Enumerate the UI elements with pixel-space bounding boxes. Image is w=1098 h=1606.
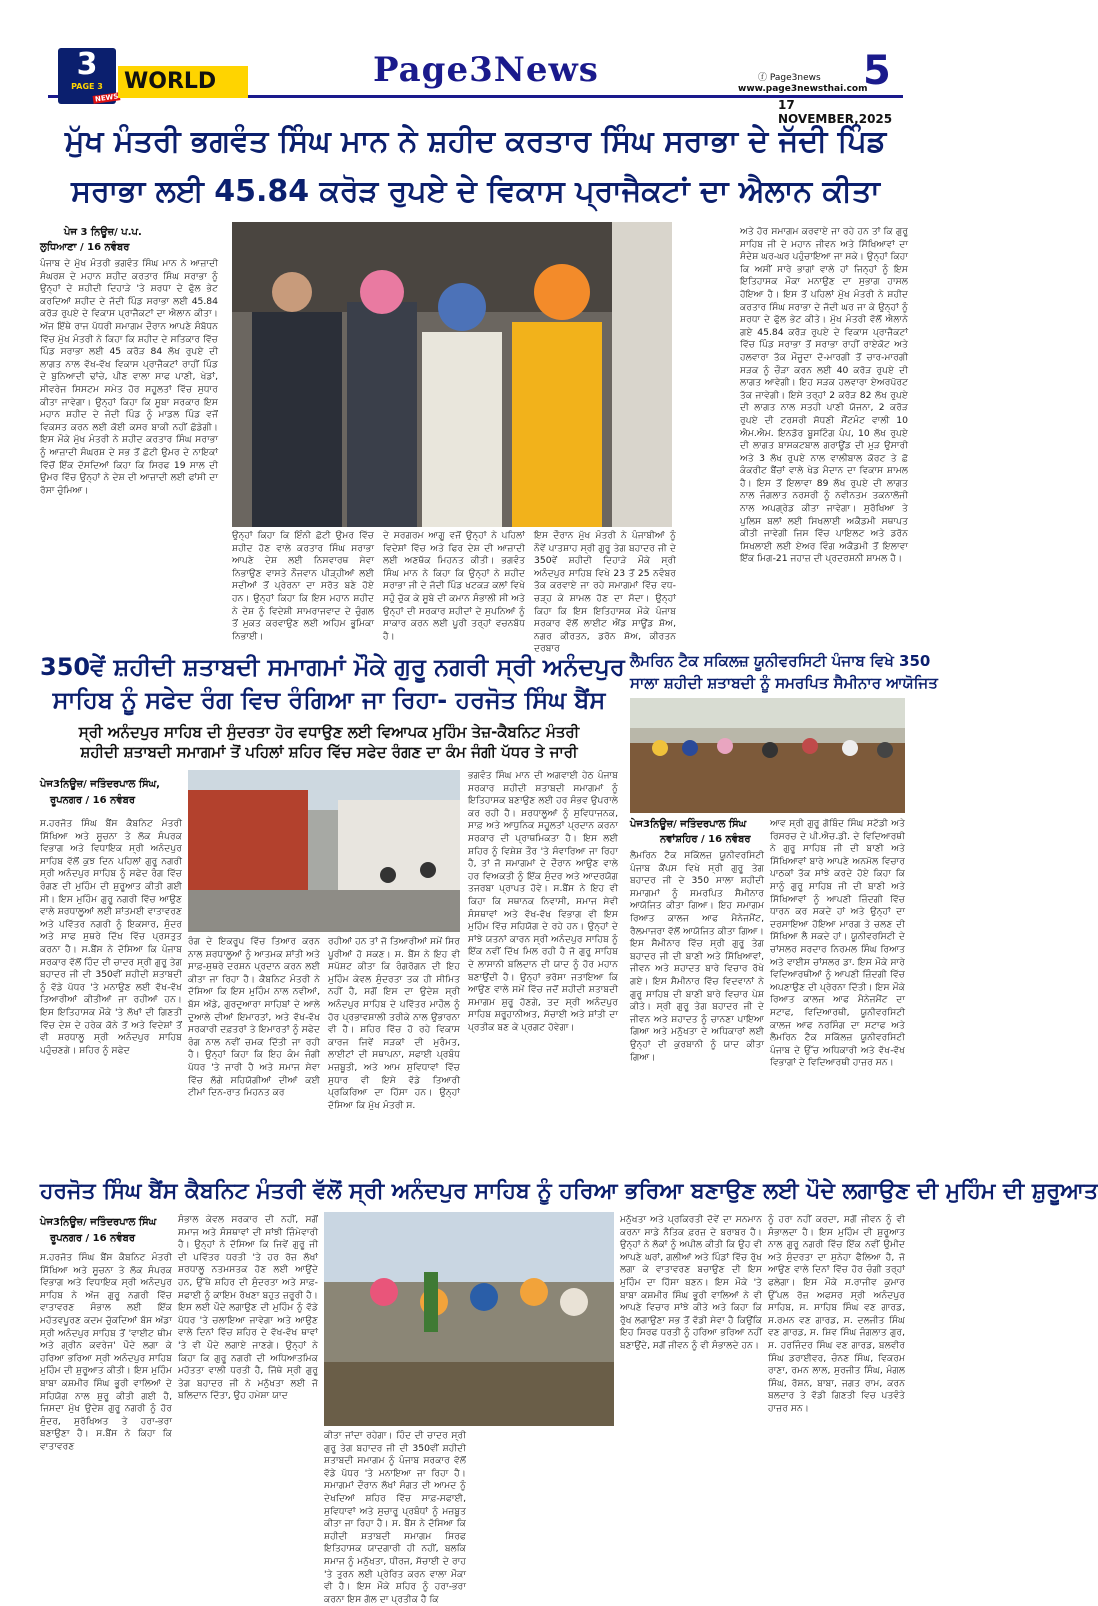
story2-subhead-line2: ਸ਼ਹੀਦੀ ਸ਼ਤਾਬਦੀ ਸਮਾਗਮਾਂ ਤੋਂ ਪਹਿਲਾਂ ਸ਼ਹਿਰ ਵਿੱਚ ਸਫੇਦ ਰੰਗਣ ਦਾ ਕੰਮ ਜੰਗੀ ਪੱਧਰ ਤੇ ਜਾਰੀ bbox=[80, 743, 578, 761]
story4-headline: ਹਰਜੋਤ ਸਿੰਘ ਬੈਂਸ ਕੈਬਨਿਟ ਮੰਤਰੀ ਵੱਲੋਂ ਸ੍ਰੀ ਅਨੰਦਪੁਰ ਸਾਹਿਬ ਨੂੰ ਹਰਿਆ ਭਰਿਆ ਬਣਾਉਣ ਲਈ ਪੌਦੇ ਲਗਾਉਣ ਦੀ ਮੁਹਿੰਮ ਦੀ ਸ਼ੁਰੂਆਤ bbox=[40, 1179, 1098, 1204]
story4-byline: ਪੇਜ3ਨਿਊਜ਼/ ਜਤਿੰਦਰਪਾਲ ਸਿੰਘ bbox=[40, 1217, 157, 1228]
story1-headline-line2: ਸਰਾਭਾ ਲਈ 45.84 ਕਰੋੜ ਰੁਪਏ ਦੇ ਵਿਕਾਸ ਪ੍ਰਾਜੈਕਟਾਂ ਦਾ ਐਲਾਨ ਕੀਤਾ bbox=[71, 174, 880, 209]
story3-headline-line2: ਸਾਲਾ ਸ਼ਹੀਦੀ ਸ਼ਤਾਬਦੀ ਨੂੰ ਸਮਰਪਿਤ ਸੈਮੀਨਾਰ ਆਯੋਜਿਤ bbox=[630, 674, 938, 692]
story2-col2: ਰੰਗ ਦੇ ਇਕਰੂਪ ਵਿੱਚ ਤਿਆਰ ਕਰਨ ਨਾਲ ਸ਼ਰਧਾਲੂਆਂ ਨੂੰ ਆਤਮਕ ਸ਼ਾਂਤੀ ਅਤੇ ਸਾਫ਼-ਸੁਥਰੇ ਦਰਸ਼ਨ ਪ੍ਰਦਾਨ ਕਰਨ ਲਈ ਕੀਤਾ ਜਾ ਰਿਹਾ ਹੈ। ਕੈਬਨਿਟ ਮੰਤਰੀ ਨੇ ਦੱਸਿਆ ਕਿ ਇਸ ਮੁਹਿੰਮ ਨਾਲ ਨਵੀਆਂ, ਬੱਸ ਅੱਡੇ, ਗੁਰਦੁਆਰਾ ਸਾਹਿਬਾਂ ਦੇ ਆਲੇ ਦੁਆਲੇ ਦੀਆਂ ਇਮਾਰਤਾਂ, ਅਤੇ ਵੱਖ-ਵੱਖ ਸਰਕਾਰੀ ਦਫ਼ਤਰਾਂ ਤੇ ਇਮਾਰਤਾਂ ਨੂੰ ਸਫੇਦ ਰੰਗ ਨਾਲ ਨਵੀਂ ਚਮਕ ਦਿੱਤੀ ਜਾ ਰਹੀ ਹੈ। ਉਨ੍ਹਾਂ ਕਿਹਾ ਕਿ ਇਹ ਕੰਮ ਜੰਗੀ ਪੱਧਰ 'ਤੇ ਜਾਰੀ ਹੈ ਅਤੇ ਸਮਾਜ ਸੇਵਾ ਵਿੱਚ ਲੱਗੇ ਸਹਿਯੋਗੀਆਂ ਦੀਆਂ ਕਈ ਟੀਮਾਂ ਦਿਨ-ਰਾਤ ਮਿਹਨਤ ਕਰ bbox=[188, 936, 320, 1099]
story4-col4-continued bbox=[472, 1430, 614, 1522]
story1-col1: ਪੰਜਾਬ ਦੇ ਮੁੱਖ ਮੰਤਰੀ ਭਗਵੰਤ ਸਿੰਘ ਮਾਨ ਨੇ ਆਜ਼ਾਦੀ ਸੰਘਰਸ਼ ਦੇ ਮਹਾਨ ਸ਼ਹੀਦ ਕਰਤਾਰ ਸਿੰਘ ਸਰਾਭਾ ਨੂੰ ਉਨ੍ਹਾਂ ਦੇ ਸ਼ਹੀਦੀ ਦਿਹਾੜੇ 'ਤੇ ਸ਼ਰਧਾ ਦੇ ਫੁੱਲ ਭੇਟ ਕਰਦਿਆਂ ਸ਼ਹੀਦ ਦੇ ਜੱਦੀ ਪਿੰਡ ਸਰਾਭਾ ਲਈ 45.84 ਕਰੋੜ ਰੁਪਏ ਦੇ ਵਿਕਾਸ ਪ੍ਰਾਜੈਕਟਾਂ ਦਾ ਐਲਾਨ ਕੀਤਾ। ਅੱਜ ਇੱਥੇ ਰਾਜ ਪੱਧਰੀ ਸਮਾਗਮ ਦੌਰਾਨ ਆਪਣੇ ਸੰਬੋਧਨ ਵਿੱਚ ਮੁੱਖ ਮੰਤਰੀ ਨੇ ਕਿਹਾ ਕਿ ਸ਼ਹੀਦ ਦੇ ਸਤਿਕਾਰ ਵਿੱਚ ਪਿੰਡ ਸਰਾਭਾ ਲਈ 45 ਕਰੋੜ 84 ਲੱਖ ਰੁਪਏ ਦੀ ਲਾਗਤ ਨਾਲ ਵੱਖ-ਵੱਖ ਵਿਕਾਸ ਪ੍ਰਾਜੈਕਟਾਂ ਰਾਹੀਂ ਪਿੰਡ ਦੇ ਬੁਨਿਆਦੀ ਢਾਂਚੇ, ਪੀਣ ਵਾਲਾ ਸਾਫ ਪਾਣੀ, ਖੇਡਾਂ, ਸੀਵਰੇਜ ਸਿਸਟਮ ਸਮੇਤ ਹੋਰ ਸਹੂਲਤਾਂ ਵਿੱਚ ਸੁਧਾਰ ਕੀਤਾ ਜਾਵੇਗਾ। ਉਨ੍ਹਾਂ ਕਿਹਾ ਕਿ ਸੂਬਾ ਸਰਕਾਰ ਇਸ ਮਹਾਨ ਸ਼ਹੀਦ ਦੇ ਜੱਦੀ ਪਿੰਡ ਨੂੰ ਮਾਡਲ ਪਿੰਡ ਵਜੋਂ ਵਿਕਸਤ ਕਰਨ ਲਈ ਕੋਈ ਕਸਰ ਬਾਕੀ ਨਹੀਂ ਛੱਡੇਗੀ। ਇਸ ਮੌਕੇ ਮੁੱਖ ਮੰਤਰੀ ਨੇ ਸ਼ਹੀਦ ਕਰਤਾਰ ਸਿੰਘ ਸਰਾਭਾ ਨੂੰ ਆਜ਼ਾਦੀ ਸੰਘਰਸ਼ ਦੇ ਸਭ ਤੋਂ ਛੋਟੀ ਉਮਰ ਦੇ ਨਾਇਕਾਂ ਵਿੱਚੋਂ ਇੱਕ ਦੱਸਦਿਆਂ ਕਿਹਾ ਕਿ ਸਿਰਫ 19 ਸਾਲ ਦੀ ਉਮਰ ਵਿੱਚ ਉਨ੍ਹਾਂ ਨੇ ਦੇਸ਼ ਦੀ ਆਜ਼ਾਦੀ ਲਈ ਫਾਂਸੀ ਦਾ ਰੱਸਾ ਚੁੰਮਿਆ। bbox=[40, 258, 218, 496]
story4-col5: ਨੂੰ ਹਰਾ ਨਹੀਂ ਕਰਦਾ, ਸਗੋਂ ਜੀਵਨ ਨੂੰ ਵੀ ਸੰਭਾਲਦਾ ਹੈ। ਇਸ ਮੁਹਿੰਮ ਦੀ ਸ਼ੁਰੂਆਤ ਨਾਲ ਗੁਰੂ ਨਗਰੀ ਵਿੱਚ ਇੱਕ ਨਵੀਂ ਉਮੀਦ ਅਤੇ ਸੁੰਦਰਤਾ ਦਾ ਸੁਨੇਹਾ ਫੈਲਿਆ ਹੈ, ਜੋ ਆਉਣ ਵਾਲੇ ਦਿਨਾਂ ਵਿੱਚ ਹੋਰ ਚੰਗੀ ਤਰ੍ਹਾਂ ਫਲੇਗਾ। ਇਸ ਮੌਕੇ ਸ.ਰਾਜੀਵ ਕੁਮਾਰ ਉੱਪਲ ਰੋਜ਼ ਅਫਸਰ ਸ੍ਰੀ ਅਨੰਦਪੁਰ ਸਾਹਿਬ, ਸ. ਸਾਹਿਬ ਸਿੰਘ ਵਣ ਗਾਰਡ, ਸ.ਰਮਨ ਵਣ ਗਾਰਡ, ਸ. ਦਲਜੀਤ ਸਿੰਘ ਵਣ ਗਾਰਡ, ਸ. ਸ਼ਿਵ ਸਿੰਘ ਜੰਗਲਾਤ ਗੁਰ, ਸ. ਹਰਜਿੰਦਰ ਸਿੰਘ ਵਣ ਗਾਰਡ, ਬਲਵੀਰ ਸਿੰਘ ਡਰਾਈਵਰ, ਚੰਨਣ ਸਿੰਘ, ਵਿਕਰਮ ਰਾਣਾ, ਰਮਨ ਲਾਲ, ਸੁਰਜੀਤ ਸਿੰਘ, ਮੰਗਲ ਸਿੰਘ, ਰੋਸ਼ਨ, ਬਾਬਾ, ਜਗਤ ਰਾਮ, ਕਰਨ ਬਲਦਾਰ ਤੇ ਵੱਡੀ ਗਿਣਤੀ ਵਿਚ ਪਤਵੰਤੇ ਹਾਜ਼ਰ ਸਨ। bbox=[768, 1214, 905, 1414]
story1-byline: ਪੇਜ 3 ਨਿਊਜ਼/ ਪ.ਪ. bbox=[64, 227, 142, 238]
story3-col2: ਆਵ ਸ੍ਰੀ ਗੁਰੂ ਗੋਬਿੰਦ ਸਿੰਘ ਸਟੱਡੀ ਅਤੇ ਰਿਸਰਚ ਦੇ ਪੀ.ਐਚ.ਡੀ. ਦੇ ਵਿਦਿਆਰਥੀ ਨੇ ਗੁਰੂ ਸਾਹਿਬ ਜੀ ਦੀ ਬਾਣੀ ਅਤੇ ਸਿੱਖਿਆਵਾਂ ਬਾਰੇ ਆਪਣੇ ਅਨਮੋਲ ਵਿਚਾਰ ਪਾਠਕਾਂ ਤੱਕ ਸਾਂਝੇ ਕਰਦੇ ਹੋਏ ਕਿਹਾ ਕਿ ਸਾਨੂੰ ਗੁਰੂ ਸਾਹਿਬ ਜੀ ਦੀ ਬਾਣੀ ਅਤੇ ਸਿੱਖਿਆਵਾਂ ਨੂੰ ਆਪਣੀ ਜ਼ਿੰਦਗੀ ਵਿੱਚ ਧਾਰਨ ਕਰ ਸਕਦੇ ਹਾਂ ਅਤੇ ਉਨ੍ਹਾਂ ਦਾ ਦਰਸਾਇਆ ਹੋਇਆ ਮਾਰਗ ਤੇ ਚਲਣ ਦੀ ਸਿੱਖਿਆ ਲੈ ਸਕਦੇ ਹਾਂ। ਯੂਨੀਵਰਸਿਟੀ ਦੇ ਚਾਂਸਲਰ ਸਰਦਾਰ ਨਿਰਮਲ ਸਿੰਘ ਰਿਆਤ ਅਤੇ ਵਾਈਸ ਚਾਂਸਲਰ ਡਾ. ਇਸ ਮੌਕੇ ਸਾਰੇ ਵਿਦਿਆਰਥੀਆਂ ਨੂੰ ਆਪਣੀ ਜ਼ਿੰਦਗੀ ਵਿੱਚ ਅਪਣਾਉਣ ਦੀ ਪ੍ਰੇਰਨਾ ਦਿੱਤੀ। ਇਸ ਮੌਕੇ ਰਿਆਤ ਕਾਲਜ ਆਫ ਮੈਨੇਜਮੈਂਟ ਦਾ ਸਟਾਫ, ਵਿਦਿਆਰਥੀ, ਯੂਨੀਵਰਸਿਟੀ ਕਾਲਜ ਆਫ ਨਰਸਿੰਗ ਦਾ ਸਟਾਫ ਅਤੇ ਲੈਮਰਿਨ ਟੈਕ ਸਕਿੱਲਜ਼ ਯੂਨੀਵਰਸਿਟੀ ਪੰਜਾਬ ਦੇ ਉੱਚ ਅਧਿਕਾਰੀ ਅਤੇ ਵੱਖ-ਵੱਖ ਵਿਭਾਗਾਂ ਦੇ ਵਿਦਿਆਰਥੀ ਹਾਜ਼ਰ ਸਨ। bbox=[770, 818, 905, 1069]
social-handle bbox=[758, 70, 821, 83]
section-tag: WORLD bbox=[118, 66, 248, 98]
story2-subhead-line1: ਸ੍ਰੀ ਅਨੰਦਪੁਰ ਸਾਹਿਬ ਦੀ ਸੁੰਦਰਤਾ ਹੋਰ ਵਧਾਉਣ ਲਈ ਵਿਆਪਕ ਮੁਹਿੰਮ ਤੇਜ਼-ਕੈਬਨਿਟ ਮੰਤਰੀ bbox=[78, 723, 580, 741]
logo-sub: PAGE 3 bbox=[71, 82, 103, 91]
story2-headline-line1: 350ਵੇਂ ਸ਼ਹੀਦੀ ਸ਼ਤਾਬਦੀ ਸਮਾਗਮਾਂ ਮੌਕੇ ਗੁਰੂ ਨਗਰੀ ਸ੍ਰੀ ਅਨੰਦਪੁਰ bbox=[40, 653, 625, 681]
page-number: 5 bbox=[863, 48, 891, 94]
story2-dateline: ਰੂਪਨਗਰ / 16 ਨਵੰਬਰ bbox=[50, 795, 136, 806]
story2-byline: ਪੇਜ3ਨਿਊਜ਼/ ਜਤਿੰਦਰਪਾਲ ਸਿੰਘ, bbox=[40, 779, 160, 790]
story4-col2: ਸੰਭਾਲ ਕੇਵਲ ਸਰਕਾਰ ਦੀ ਨਹੀਂ, ਸਗੋਂ ਸਮਾਜ ਅਤੇ ਸੰਸਥਾਵਾਂ ਦੀ ਸਾਂਝੀ ਜ਼ਿੰਮੇਵਾਰੀ ਹੈ। ਉਨ੍ਹਾਂ ਨੇ ਦੱਸਿਆ ਕਿ ਜਿਵੇਂ ਗੁਰੂ ਜੀ ਦੀ ਪਵਿੱਤਰ ਧਰਤੀ 'ਤੇ ਹਰ ਰੋਜ਼ ਲੱਖਾਂ ਸ਼ਰਧਾਲੂ ਨਤਮਸਤਕ ਹੋਣ ਲਈ ਆਉਂਦੇ ਹਨ, ਉੱਥੇ ਸ਼ਹਿਰ ਦੀ ਸੁੰਦਰਤਾ ਅਤੇ ਸਾਫ਼-ਸਫਾਈ ਨੂੰ ਕਾਇਮ ਰੱਖਣਾ ਬਹੁਤ ਜ਼ਰੂਰੀ ਹੈ। ਇਸ ਲਈ ਪੌਦੇ ਲਗਾਉਣ ਦੀ ਮੁਹਿੰਮ ਨੂੰ ਵੱਡੇ ਪੱਧਰ 'ਤੇ ਚਲਾਇਆ ਜਾਵੇਗਾ ਅਤੇ ਆਉਣ ਵਾਲੇ ਦਿਨਾਂ ਵਿੱਚ ਸ਼ਹਿਰ ਦੇ ਵੱਖ-ਵੱਖ ਥਾਵਾਂ 'ਤੇ ਵੀ ਪੌਦੇ ਲਗਾਏ ਜਾਣਗੇ। ਉਨ੍ਹਾਂ ਨੇ ਕਿਹਾ ਕਿ ਗੁਰੂ ਨਗਰੀ ਦੀ ਅਧਿਆਤਮਿਕ ਮਹੱਤਤਾ ਵਾਲੀ ਧਰਤੀ ਹੈ, ਜਿੱਥੇ ਸ੍ਰੀ ਗੁਰੂ ਤੇਗ ਬਹਾਦਰ ਜੀ ਨੇ ਮਨੁੱਖਤਾ ਲਈ ਜੋ ਬਲਿਦਾਨ ਦਿੱਤਾ, ਉਹ ਹਮੇਸ਼ਾ ਯਾਦ bbox=[178, 1214, 318, 1402]
story1-dateline: ਲੁਧਿਆਣਾ / 16 ਨਵੰਬਰ bbox=[40, 242, 130, 253]
website: www.page3newsthai.com bbox=[738, 84, 868, 94]
story2-headline-line2: ਸਾਹਿਬ ਨੂੰ ਸਫੇਦ ਰੰਗ ਵਿਚ ਰੰਗਿਆ ਜਾ ਰਿਹਾ- ਹਰਜੋਤ ਸਿੰਘ ਬੈਂਸ bbox=[52, 686, 606, 714]
story3-dateline: ਨਵਾਂਸ਼ਹਿਰ / 16 ਨਵੰਬਰ bbox=[660, 834, 751, 845]
story1-col2: ਉਨ੍ਹਾਂ ਕਿਹਾ ਕਿ ਇੰਨੀ ਛੋਟੀ ਉਮਰ ਵਿੱਚ ਸ਼ਹੀਦ ਹੋਣ ਵਾਲੇ ਕਰਤਾਰ ਸਿੰਘ ਸਰਾਭਾ ਆਪਣੇ ਦੇਸ਼ ਲਈ ਨਿਸਵਾਰਥ ਸੇਵਾ ਨਿਭਾਉਣ ਵਾਸਤੇ ਨੌਜਵਾਨ ਪੀੜ੍ਹੀਆਂ ਲਈ ਸਦੀਆਂ ਤੋਂ ਪ੍ਰੇਰਨਾ ਦਾ ਸਰੋਤ ਬਣੇ ਹੋਏ ਹਨ। ਉਨ੍ਹਾਂ ਕਿਹਾ ਕਿ ਇਸ ਮਹਾਨ ਸ਼ਹੀਦ ਨੇ ਦੇਸ਼ ਨੂੰ ਵਿਦੇਸ਼ੀ ਸਾਮਰਾਜਵਾਦ ਦੇ ਚੁੰਗਲ ਤੋਂ ਮੁਕਤ ਕਰਵਾਉਣ ਲਈ ਅਹਿਮ ਭੂਮਿਕਾ ਨਿਭਾਈ। bbox=[232, 530, 374, 642]
story1-headline-line1: ਮੁੱਖ ਮੰਤਰੀ ਭਗਵੰਤ ਸਿੰਘ ਮਾਨ ਨੇ ਸ਼ਹੀਦ ਕਰਤਾਰ ਸਿੰਘ ਸਰਾਭਾ ਦੇ ਜੱਦੀ ਪਿੰਡ bbox=[64, 124, 887, 159]
story2-col4: ਭਗਵੰਤ ਸਿੰਘ ਮਾਨ ਦੀ ਅਗਵਾਈ ਹੇਠ ਪੰਜਾਬ ਸਰਕਾਰ ਸ਼ਹੀਦੀ ਸ਼ਤਾਬਦੀ ਸਮਾਗਮਾਂ ਨੂੰ ਇਤਿਹਾਸਕ ਬਣਾਉਣ ਲਈ ਹਰ ਸੰਭਵ ਉਪਰਾਲੇ ਕਰ ਰਹੀ ਹੈ। ਸ਼ਰਧਾਲੂਆਂ ਨੂੰ ਸੁਵਿਧਾਜਨਕ, ਸਾਫ਼ ਅਤੇ ਆਧੁਨਿਕ ਸਹੂਲਤਾਂ ਪ੍ਰਦਾਨ ਕਰਨਾ ਸਰਕਾਰ ਦੀ ਪ੍ਰਾਥਮਿਕਤਾ ਹੈ। ਇਸ ਲਈ ਸ਼ਹਿਰ ਨੂੰ ਵਿਸ਼ੇਸ਼ ਤੌਰ 'ਤੇ ਸੰਵਾਰਿਆ ਜਾ ਰਿਹਾ ਹੈ, ਤਾਂ ਜੋ ਸਮਾਗਮਾਂ ਦੇ ਦੌਰਾਨ ਆਉਣ ਵਾਲੇ ਹਰ ਵਿਅਕਤੀ ਨੂੰ ਇੱਕ ਸੁੰਦਰ ਅਤੇ ਆਦਰਯੋਗ ਤਜਰਬਾ ਪ੍ਰਾਪਤ ਹੋਵੇ। ਸ.ਬੈਂਸ ਨੇ ਇਹ ਵੀ ਕਿਹਾ ਕਿ ਸਥਾਨਕ ਨਿਵਾਸੀ, ਸਮਾਜ ਸੇਵੀ ਸੰਸਥਾਵਾਂ ਅਤੇ ਵੱਖ-ਵੱਖ ਵਿਭਾਗ ਵੀ ਇਸ ਮੁਹਿੰਮ ਵਿੱਚ ਸਹਿਯੋਗ ਦੇ ਰਹੇ ਹਨ। ਉਨ੍ਹਾਂ ਦੇ ਸਾਂਝੇ ਯਤਨਾਂ ਕਾਰਨ ਸ੍ਰੀ ਅਨੰਦਪੁਰ ਸਾਹਿਬ ਨੂੰ ਇੱਕ ਨਵੀਂ ਦਿੱਖ ਮਿਲ ਰਹੀ ਹੈ ਜੋ ਗੁਰੂ ਸਾਹਿਬ ਦੇ ਲਾਸਾਨੀ ਬਲਿਦਾਨ ਦੀ ਯਾਦ ਨੂੰ ਹੋਰ ਮਹਾਨ ਬਣਾਉਂਦੀ ਹੈ। ਉਨ੍ਹਾਂ ਭਰੋਸਾ ਜਤਾਇਆ ਕਿ ਆਉਣ ਵਾਲੇ ਸਮੇਂ ਵਿੱਚ ਜਦੋਂ ਸ਼ਹੀਦੀ ਸ਼ਤਾਬਦੀ ਸਮਾਗਮ ਸ਼ੁਰੂ ਹੋਣਗੇ, ਤਦ ਸ੍ਰੀ ਅਨੰਦਪੁਰ ਸਾਹਿਬ ਸ਼ਰੂਹਾਨੀਅਤ, ਸੱਚਾਈ ਅਤੇ ਸ਼ਾਂਤੀ ਦਾ ਪ੍ਰਤੀਕ ਬਣ ਕੇ ਪ੍ਰਗਟ ਹੋਵੇਗਾ। bbox=[468, 770, 618, 1033]
story1-col5: ਅਤੇ ਹੋਰ ਸਮਾਗਮ ਕਰਵਾਏ ਜਾ ਰਹੇ ਹਨ ਤਾਂ ਕਿ ਗੁਰੂ ਸਾਹਿਬ ਜੀ ਦੇ ਮਹਾਨ ਜੀਵਨ ਅਤੇ ਸਿੱਖਿਆਵਾਂ ਦਾ ਸੰਦੇਸ਼ ਘਰ-ਘਰ ਪਹੁੰਚਾਇਆ ਜਾ ਸਕੇ। ਉਨ੍ਹਾਂ ਕਿਹਾ ਕਿ ਅਸੀਂ ਸਾਰੇ ਭਾਗਾਂ ਵਾਲੇ ਹਾਂ ਜਿਨ੍ਹਾਂ ਨੂੰ ਇਸ ਇਤਿਹਾਸਕ ਮੌਕਾ ਮਨਾਉਣ ਦਾ ਸੁਭਾਗ ਹਾਸਲ ਹੋਇਆ ਹੈ। ਇਸ ਤੋਂ ਪਹਿਲਾਂ ਮੁੱਖ ਮੰਤਰੀ ਨੇ ਸ਼ਹੀਦ ਕਰਤਾਰ ਸਿੰਘ ਸਰਾਭਾ ਦੇ ਜੱਦੀ ਘਰ ਜਾ ਕੇ ਉਨ੍ਹਾਂ ਨੂੰ ਸ਼ਰਧਾ ਦੇ ਫੁੱਲ ਭੇਟ ਕੀਤੇ। ਮੁੱਖ ਮੰਤਰੀ ਵੱਲੋਂ ਐਲਾਨੇ ਗਏ 45.84 ਕਰੋੜ ਰੁਪਏ ਦੇ ਵਿਕਾਸ ਪ੍ਰਾਜੈਕਟਾਂ ਵਿੱਚ ਪਿੰਡ ਸਰਾਭਾ ਤੋਂ ਸਰਾਭਾ ਰਾਹੀਂ ਰਾਏਕੋਟ ਅਤੇ ਹਲਵਾਰਾ ਤੱਕ ਮੌਜੂਦਾ ਦੋ-ਮਾਰਗੀ ਤੋਂ ਚਾਰ-ਮਾਰਗੀ ਸੜਕ ਨੂੰ ਚੌੜਾ ਕਰਨ ਲਈ 40 ਕਰੋੜ ਰੁਪਏ ਦੀ ਲਾਗਤ ਆਵੇਗੀ। ਇਹ ਸੜਕ ਹਲਵਾਰਾ ਏਅਰਪੋਰਟ ਤੱਕ ਜਾਵੇਗੀ। ਇਸੇ ਤਰ੍ਹਾਂ 2 ਕਰੋੜ 82 ਲੱਖ ਰੁਪਏ ਦੀ ਲਾਗਤ ਨਾਲ ਸਤਹੀ ਪਾਣੀ ਯੋਜਨਾ, 2 ਕਰੋੜ ਰੁਪਏ ਦੀ ਟਰਸਰੀ ਸੋਧਣੀ ਸੌਂਟਮੰਟ ਵਾਲੀ 10 ਐਮ.ਐਮ. ਇਨਡੋਰ ਬੂਸਟਿੰਗ ਪੰਪ, 10 ਲੱਖ ਰੁਪਏ ਦੀ ਲਾਗਤ ਬਾਸਕਟਬਾਲ ਗਰਾਊਂਡ ਦੀ ਮੁੜ ਉਸਾਰੀ ਅਤੇ 3 ਲੱਖ ਰੁਪਏ ਨਾਲ ਵਾਲੀਬਾਲ ਕੋਰਟ ਤੇ ਛੋ ਕੰਕਰੀਟ ਬੈਂਚਾਂ ਵਾਲੇ ਖੇਡ ਮੈਦਾਨ ਦਾ ਵਿਕਾਸ ਸ਼ਾਮਲ ਹੈ। ਇਸ ਤੋਂ ਇਲਾਵਾ 89 ਲੱਖ ਰੁਪਏ ਦੀ ਲਾਗਤ ਨਾਲ ਜੰਗਲਾਤ ਨਰਸਰੀ ਨੂੰ ਨਵੀਨਤਮ ਤਕਨਾਲੋਜੀ ਨਾਲ ਅਪਗ੍ਰੇਡ ਕੀਤਾ ਜਾਵੇਗਾ। ਸੁਰੱਖਿਆ ਤੇ ਪੁਲਿਸ ਬਲਾਂ ਲਈ ਸਿਖਲਾਈ ਅਕੈਡਮੀ ਸਥਾਪਤ ਕੀਤੀ ਜਾਵੇਗੀ ਜਿਸ ਵਿੱਚ ਪਾਇਲਟ ਅਤੇ ਡਰੋਨ ਸਿਖਲਾਈ ਲਈ ਏਅਰ ਵਿੰਗ ਅਕੈਡਮੀ ਤੋਂ ਇਲਾਵਾ ਇੱਕ ਮਿਗ-21 ਜਹਾਜ਼ ਦੀ ਪ੍ਰਦਰਸ਼ਨੀ ਸ਼ਾਮਲ ਹੈ। bbox=[740, 226, 908, 565]
story3-col1: ਲੈਮਰਿਨ ਟੈਕ ਸਕਿੱਲਜ਼ ਯੂਨੀਵਰਸਿਟੀ ਪੰਜਾਬ ਕੈਂਪਸ ਵਿਖੇ ਸ੍ਰੀ ਗੁਰੂ ਤੇਗ ਬਹਾਦਰ ਜੀ ਦੇ 350 ਸਾਲਾ ਸ਼ਹੀਦੀ ਸਮਾਗਮਾਂ ਨੂੰ ਸਮਰਪਿਤ ਸੈਮੀਨਾਰ ਆਯੋਜਿਤ ਕੀਤਾ ਗਿਆ। ਇਹ ਸਮਾਗਮ ਰਿਆਤ ਕਾਲਜ ਆਫ ਮੈਨੇਜਮੈਂਟ, ਰੈਲਮਾਜਰਾ ਵੱਲੋਂ ਆਯੋਜਿਤ ਕੀਤਾ ਗਿਆ। ਇਸ ਸੈਮੀਨਾਰ ਵਿੱਚ ਸ੍ਰੀ ਗੁਰੂ ਤੇਗ ਬਹਾਦਰ ਜੀ ਦੀ ਬਾਣੀ ਅਤੇ ਸਿੱਖਿਆਵਾਂ, ਜੀਵਨ ਅਤੇ ਸ਼ਹਾਦਤ ਬਾਰੇ ਵਿਚਾਰ ਰੱਖੇ ਗਏ। ਇਸ ਸੈਮੀਨਾਰ ਵਿੱਚ ਵਿਦਵਾਨਾਂ ਨੇ ਗੁਰੂ ਸਾਹਿਬ ਦੀ ਬਾਣੀ ਬਾਰੇ ਵਿਚਾਰ ਪੇਸ਼ ਕੀਤੇ। ਸ੍ਰੀ ਗੁਰੂ ਤੇਗ ਬਹਾਦਰ ਜੀ ਦੇ ਜੀਵਨ ਅਤੇ ਸ਼ਹਾਦਤ ਨੂੰ ਚਾਨਣਾ ਪਾਇਆ ਗਿਆ ਅਤੇ ਮਨੁੱਖਤਾ ਦੇ ਅਧਿਕਾਰਾਂ ਲਈ ਉਨ੍ਹਾਂ ਦੀ ਕੁਰਬਾਨੀ ਨੂੰ ਯਾਦ ਕੀਤਾ ਗਿਆ। bbox=[630, 850, 764, 1063]
story2-col1: ਸ.ਹਰਜੋਤ ਸਿੰਘ ਬੈਂਸ ਕੈਬਨਿਟ ਮੰਤਰੀ ਸਿੱਖਿਆ ਅਤੇ ਸੂਚਨਾ ਤੇ ਲੋਕ ਸੰਪਰਕ ਵਿਭਾਗ ਅਤੇ ਵਿਧਾਇਕ ਸ੍ਰੀ ਅਨੰਦਪੁਰ ਸਾਹਿਬ ਵੱਲੋਂ ਕੁਝ ਦਿਨ ਪਹਿਲਾਂ ਗੁਰੂ ਨਗਰੀ ਸ੍ਰੀ ਅਨੰਦਪੁਰ ਸਾਹਿਬ ਨੂੰ ਸਫੇਦ ਰੰਗ ਵਿੱਚ ਰੰਗਣ ਦੀ ਮੁਹਿੰਮ ਦੀ ਸ਼ੁਰੂਆਤ ਕੀਤੀ ਗਈ ਸੀ। ਇਸ ਮੁਹਿੰਮ ਗੁਰੂ ਨਗਰੀ ਵਿੱਚ ਆਉਣ ਵਾਲੇ ਸ਼ਰਧਾਲੂਆਂ ਲਈ ਸ਼ਾਂਤਮਈ ਵਾਤਾਵਰਣ ਅਤੇ ਪਵਿੱਤਰ ਨਗਰੀ ਨੂੰ ਇਕਸਾਰ, ਸੁੰਦਰ ਅਤੇ ਸਾਫ ਸੁਥਰੇ ਦਿੱਖ ਵਿੱਚ ਪ੍ਰਸਤੁਤ ਕਰਨਾ ਹੈ। ਸ.ਬੈਂਸ ਨੇ ਦੱਸਿਆ ਕਿ ਪੰਜਾਬ ਸਰਕਾਰ ਵੱਲੋਂ ਹਿੰਦ ਦੀ ਚਾਦਰ ਸ੍ਰੀ ਗੁਰੂ ਤੇਗ ਬਹਾਦਰ ਜੀ ਦੀ 350ਵੀਂ ਸ਼ਹੀਦੀ ਸ਼ਤਾਬਦੀ ਨੂੰ ਵੱਡੇ ਪੱਧਰ 'ਤੇ ਮਨਾਉਣ ਲਈ ਵੱਖ-ਵੱਖ ਤਿਆਰੀਆਂ ਕੀਤੀਆਂ ਜਾ ਰਹੀਆਂ ਹਨ। ਇਸ ਇਤਿਹਾਸਕ ਮੌਕੇ 'ਤੇ ਲੱਖਾਂ ਦੀ ਗਿਣਤੀ ਵਿੱਚ ਦੇਸ਼ ਦੇ ਹਰੇਕ ਕੋਨੇ ਤੋਂ ਅਤੇ ਵਿਦੇਸ਼ਾਂ ਤੋਂ ਵੀ ਸ਼ਰਧਾਲੂ ਸ੍ਰੀ ਅਨੰਦਪੁਰ ਸਾਹਿਬ ਪਹੁੰਚਣਗੇ। ਸ਼ਹਿਰ ਨੂੰ ਸਫੇਦ bbox=[40, 818, 182, 1056]
story4-col1: ਸ.ਹਰਜੋਤ ਸਿੰਘ ਬੈਂਸ ਕੈਬਨਿਟ ਮੰਤਰੀ ਸਿੱਖਿਆ ਅਤੇ ਸੂਚਨਾ ਤੇ ਲੋਕ ਸੰਪਰਕ ਵਿਭਾਗ ਅਤੇ ਵਿਧਾਇਕ ਸ੍ਰੀ ਅਨੰਦਪੁਰ ਸਾਹਿਬ ਨੇ ਅੱਜ ਗੁਰੂ ਨਗਰੀ ਵਿੱਚ ਵਾਤਾਵਰਣ ਸੰਭਾਲ ਲਈ ਇੱਕ ਮਹੱਤਵਪੂਰਣ ਕਦਮ ਚੁੱਕਦਿਆਂ ਬੱਸ ਅੱਡਾ ਸ੍ਰੀ ਅਨੰਦਪੁਰ ਸਾਹਿਬ ਤੋਂ 'ਵਾਈਟ ਥੀਮ ਅਤੇ ਗ੍ਰੀਨ ਕਵਰੇਜ' ਪੌਦੇ ਲਗਾ ਕੇ ਹਰਿਆ ਭਰਿਆ ਸ੍ਰੀ ਅਨੰਦਪੁਰ ਸਾਹਿਬ ਮੁਹਿੰਮ ਦੀ ਸ਼ੁਰੂਆਤ ਕੀਤੀ। ਇਸ ਮੁਹਿੰਮ ਬਾਬਾ ਕਸ਼ਮੀਰ ਸਿੰਘ ਭੂਰੀ ਵਾਲਿਆਂ ਦੇ ਸਹਿਯੋਗ ਨਾਲ ਸ਼ੁਰੂ ਕੀਤੀ ਗਈ ਹੈ, ਜਿਸਦਾ ਮੁੱਖ ਉਦੇਸ਼ ਗੁਰੂ ਨਗਰੀ ਨੂੰ ਹੋਰ ਸੁੰਦਰ, ਸੁਰੱਖਿਅਤ ਤੇ ਹਰਾ-ਭਰਾ ਬਣਾਉਣਾ ਹੈ। ਸ.ਬੈਂਸ ਨੇ ਕਿਹਾ ਕਿ ਵਾਤਾਵਰਣ bbox=[40, 1252, 172, 1452]
social-handle-text: Page3news bbox=[769, 73, 821, 83]
story3-byline: ਪੇਜ3ਨਿਊਜ਼/ ਜਤਿੰਦਰਪਾਲ ਸਿੰਘ bbox=[630, 819, 747, 830]
page3-logo bbox=[58, 47, 119, 104]
logo-number: 3 bbox=[76, 47, 98, 82]
logo-news-tag: NEWS bbox=[94, 92, 119, 104]
issue-date: 17 NOVEMBER,2025 bbox=[778, 98, 893, 126]
story4-col4: ਮਨੁੱਖਤਾ ਅਤੇ ਪ੍ਰਕਿਰਤੀ ਦੋਵੇਂ ਦਾ ਸਨਮਾਨ ਕਰਨਾ ਸਾਡੇ ਨੈਤਿਕ ਫ਼ਰਜ਼ ਦੇ ਬਰਾਬਰ ਹੈ। ਉਨ੍ਹਾਂ ਨੇ ਲੋਕਾਂ ਨੂੰ ਅਪੀਲ ਕੀਤੀ ਕਿ ਉਹ ਵੀ ਆਪਣੇ ਘਰਾਂ, ਗਲੀਆਂ ਅਤੇ ਪਿੰਡਾਂ ਵਿੱਚ ਰੁੱਖ ਲਗਾ ਕੇ ਵਾਤਾਵਰਣ ਬਚਾਉਣ ਦੀ ਇਸ ਮੁਹਿੰਮ ਦਾ ਹਿੱਸਾ ਬਣਨ। ਇਸ ਮੌਕੇ 'ਤੇ ਬਾਬਾ ਕਸ਼ਮੀਰ ਸਿੰਘ ਭੂਰੀ ਵਾਲਿਆਂ ਨੇ ਵੀ ਆਪਣੇ ਵਿਚਾਰ ਸਾਂਝੇ ਕੀਤੇ ਅਤੇ ਕਿਹਾ ਕਿ ਰੁੱਖ ਲਗਾਉਣਾ ਸਭ ਤੋਂ ਵੱਡੀ ਸੇਵਾ ਹੈ ਕਿਉਂਕਿ ਇਹ ਸਿਰਫ ਧਰਤੀ ਨੂੰ ਹਰਿਆ ਭਰਿਆ ਨਹੀਂ ਬਣਾਉਂਦੇ, ਸਗੋਂ ਜੀਵਨ ਨੂੰ ਵੀ ਸੰਭਾਲਦੇ ਹਨ। bbox=[620, 1214, 762, 1351]
facebook-icon: ⓕ bbox=[758, 73, 770, 83]
story2-col3: ਰਹੀਆਂ ਹਨ ਤਾਂ ਜੋ ਤਿਆਰੀਆਂ ਸਮੇਂ ਸਿਰ ਪੂਰੀਆਂ ਹੋ ਸਕਣ। ਸ. ਬੈਂਸ ਨੇ ਇਹ ਵੀ ਸਪੱਸ਼ਟ ਕੀਤਾ ਕਿ ਰੰਗਰੋਗਨ ਦੀ ਇਹ ਮੁਹਿੰਮ ਕੇਵਲ ਸੁੰਦਰਤਾ ਤਕ ਹੀ ਸੀਮਿਤ ਨਹੀਂ ਹੈ, ਸਗੋਂ ਇਸ ਦਾ ਉਦੇਸ਼ ਸ੍ਰੀ ਅਨੰਦਪੁਰ ਸਾਹਿਬ ਦੇ ਪਵਿੱਤਰ ਮਾਹੌਲ ਨੂੰ ਹੋਰ ਪ੍ਰਭਾਵਸ਼ਾਲੀ ਤਰੀਕੇ ਨਾਲ ਉਭਾਰਨਾ ਵੀ ਹੈ। ਸ਼ਹਿਰ ਵਿੱਚ ਹੋ ਰਹੇ ਵਿਕਾਸ ਕਾਰਜ ਜਿਵੇਂ ਸੜਕਾਂ ਦੀ ਮੁਰੰਮਤ, ਲਾਈਟਾਂ ਦੀ ਸਥਾਪਨਾ, ਸਫਾਈ ਪ੍ਰਬੰਧ ਮਜ਼ਬੂਤੀ, ਅਤੇ ਆਮ ਸੁਵਿਧਾਵਾਂ ਵਿੱਚ ਸੁਧਾਰ ਵੀ ਇਸੇ ਵੱਡੇ ਤਿਆਰੀ ਪ੍ਰਕਿਰਿਆ ਦਾ ਹਿੱਸਾ ਹਨ। ਉਨ੍ਹਾਂ ਦੱਸਿਆ ਕਿ ਮੁੱਖ ਮੰਤਰੀ ਸ. bbox=[328, 936, 460, 1111]
story1-col4: ਇਸ ਦੌਰਾਨ ਮੁੱਖ ਮੰਤਰੀ ਨੇ ਪੰਜਾਬੀਆਂ ਨੂੰ ਨੌਵੇਂ ਪਾਤਸ਼ਾਹ ਸ੍ਰੀ ਗੁਰੂ ਤੇਗ ਬਹਾਦਰ ਜੀ ਦੇ 350ਵੇਂ ਸ਼ਹੀਦੀ ਦਿਹਾੜੇ ਮੌਕੇ ਸ੍ਰੀ ਅਨੰਦਪੁਰ ਸਾਹਿਬ ਵਿਖੇ 23 ਤੋਂ 25 ਨਵੰਬਰ ਤੱਕ ਕਰਵਾਏ ਜਾ ਰਹੇ ਸਮਾਗਮਾਂ ਵਿੱਚ ਵਧ-ਚੜ੍ਹ ਕੇ ਸ਼ਾਮਲ ਹੋਣ ਦਾ ਸੱਦਾ। ਉਨ੍ਹਾਂ ਕਿਹਾ ਕਿ ਇਸ ਇਤਿਹਾਸਕ ਮੌਕੇ ਪੰਜਾਬ ਸਰਕਾਰ ਵੱਲੋਂ ਲਾਈਟ ਐਂਡ ਸਾਊਂਡ ਸ਼ੋਅ, ਨਗਰ ਕੀਰਤਨ, ਡਰੋਨ ਸ਼ੋਅ, ਕੀਰਤਨ ਦਰਬਾਰ bbox=[534, 530, 676, 655]
story3-photo bbox=[630, 698, 905, 813]
story2-photo bbox=[188, 770, 460, 932]
story3-headline-line1: ਲੈਮਰਿਨ ਟੈਕ ਸਕਿਲਜ਼ ਯੂਨੀਵਰਸਿਟੀ ਪੰਜਾਬ ਵਿਖੇ 350 bbox=[630, 652, 931, 670]
story4-dateline: ਰੂਪਨਗਰ / 16 ਨਵੰਬਰ bbox=[50, 1233, 136, 1244]
story1-col3: ਦੇ ਸਰਗਰਮ ਆਗੂ ਵਜੋਂ ਉਨ੍ਹਾਂ ਨੇ ਪਹਿਲਾਂ ਵਿਦੇਸ਼ਾਂ ਵਿੱਚ ਅਤੇ ਫਿਰ ਦੇਸ਼ ਦੀ ਆਜ਼ਾਦੀ ਲਈ ਅਣਥੱਕ ਮਿਹਨਤ ਕੀਤੀ। ਭਗਵੰਤ ਸਿੰਘ ਮਾਨ ਨੇ ਕਿਹਾ ਕਿ ਉਨ੍ਹਾਂ ਨੇ ਸ਼ਹੀਦ ਸਰਾਭਾ ਜੀ ਦੇ ਜੱਦੀ ਪਿੰਡ ਖਟਕੜ ਕਲਾਂ ਵਿਖੇ ਸਹੁੰ ਚੁੱਕ ਕੇ ਸੂਬੇ ਦੀ ਕਮਾਨ ਸੰਭਾਲੀ ਸੀ ਅਤੇ ਉਨ੍ਹਾਂ ਦੀ ਸਰਕਾਰ ਸ਼ਹੀਦਾਂ ਦੇ ਸੁਪਨਿਆਂ ਨੂੰ ਸਾਕਾਰ ਕਰਨ ਲਈ ਪੂਰੀ ਤਰ੍ਹਾਂ ਵਚਨਬੱਧ ਹੈ। bbox=[383, 530, 525, 642]
story1-photo bbox=[232, 222, 672, 527]
masthead bbox=[48, 44, 903, 126]
story4-col3: ਕੀਤਾ ਜਾਂਦਾ ਰਹੇਗਾ। ਹਿੰਦ ਦੀ ਚਾਦਰ ਸ੍ਰੀ ਗੁਰੂ ਤੇਗ ਬਹਾਦਰ ਜੀ ਦੀ 350ਵੀਂ ਸ਼ਹੀਦੀ ਸ਼ਤਾਬਦੀ ਸਮਾਗਮ ਨੂੰ ਪੰਜਾਬ ਸਰਕਾਰ ਵੱਲੋਂ ਵੱਡੇ ਪੱਧਰ 'ਤੇ ਮਨਾਇਆ ਜਾ ਰਿਹਾ ਹੈ। ਸਮਾਗਮਾਂ ਦੌਰਾਨ ਲੱਖਾਂ ਸੰਗਤ ਦੀ ਆਮਦ ਨੂੰ ਦੇਖਦਿਆਂ ਸ਼ਹਿਰ ਵਿੱਚ ਸਾਫ਼-ਸਫਾਈ, ਸੁਵਿਧਾਵਾਂ ਅਤੇ ਸੁਚਾਰੂ ਪ੍ਰਬੰਧਾਂ ਨੂੰ ਮਜ਼ਬੂਤ ਕੀਤਾ ਜਾ ਰਿਹਾ ਹੈ। ਸ. ਬੈਂਸ ਨੇ ਦੱਸਿਆ ਕਿ ਸ਼ਹੀਦੀ ਸ਼ਤਾਬਦੀ ਸਮਾਗਮ ਸਿਰਫ ਇਤਿਹਾਸਕ ਯਾਦਗਾਰੀ ਹੀ ਨਹੀਂ, ਬਲਕਿ ਸਮਾਜ ਨੂੰ ਮਨੁੱਖਤਾ, ਧੀਰਜ, ਸੱਚਾਈ ਦੇ ਰਾਹ 'ਤੇ ਤੁਰਨ ਲਈ ਪ੍ਰੇਰਿਤ ਕਰਨ ਵਾਲਾ ਮੌਕਾ ਵੀ ਹੈ। ਇਸ ਮੌਕੇ ਸ਼ਹਿਰ ਨੂੰ ਹਰਾ-ਭਰਾ ਕਰਨਾ ਇਸ ਗੱਲ ਦਾ ਪ੍ਰਤੀਕ ਹੈ ਕਿ bbox=[324, 1430, 466, 1605]
story4-photo bbox=[324, 1212, 614, 1426]
brand-name: Page3News bbox=[373, 50, 599, 90]
